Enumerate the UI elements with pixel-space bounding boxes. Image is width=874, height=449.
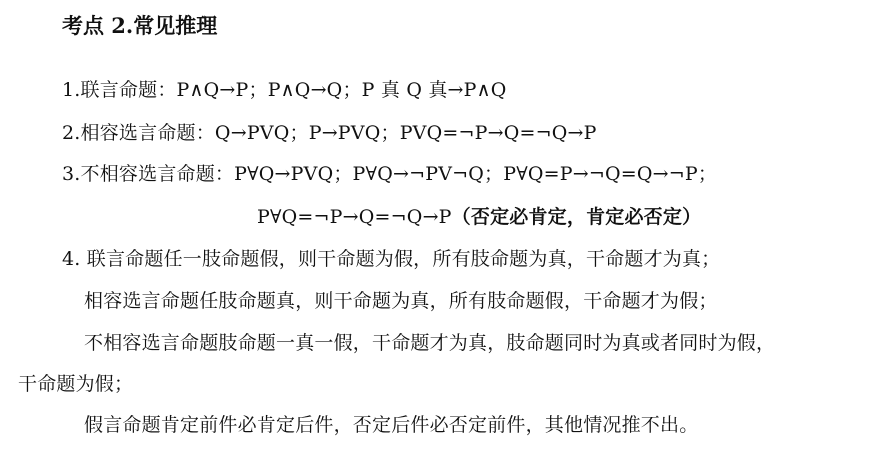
section-heading: 考点 2.常见推理 <box>62 13 218 38</box>
rule-incompatible-line-2: 干命题为假； <box>18 373 134 395</box>
incompatible-disjunctive-note: （否定必肯定，肯定必否定） <box>451 206 702 228</box>
compatible-disjunctive-inference-line: 2.相容选言命题：Q→PVQ；P→PVQ；PVQ=¬P→Q=¬Q→P <box>62 122 597 144</box>
conjunctive-inference-line: 1.联言命题：P∧Q→P；P∧Q→Q；P 真 Q 真→P∧Q <box>62 79 507 101</box>
rule-incompatible-line-1: 不相容选言命题肢命题一真一假，干命题才为真，肢命题同时为真或者同时为假， <box>84 332 776 354</box>
incompatible-disjunctive-formula: P∀Q=¬P→Q=¬Q→P <box>257 206 452 228</box>
rule-hypothetical-line: 假言命题肯定前件必肯定后件，否定后件必否定前件，其他情况推不出。 <box>84 414 699 436</box>
rule-compatible-line: 相容选言命题任肢命题真，则干命题为真，所有肢命题假，干命题才为假； <box>84 290 718 312</box>
rule-conjunctive-line: 4. 联言命题任一肢命题假，则干命题为假，所有肢命题为真，干命题才为真； <box>62 248 721 270</box>
incompatible-disjunctive-inference-line: 3.不相容选言命题：P∀Q→PVQ；P∀Q→¬PV¬Q；P∀Q=P→¬Q=Q→¬P； <box>62 163 718 185</box>
incompatible-disjunctive-continuation <box>257 202 701 229</box>
